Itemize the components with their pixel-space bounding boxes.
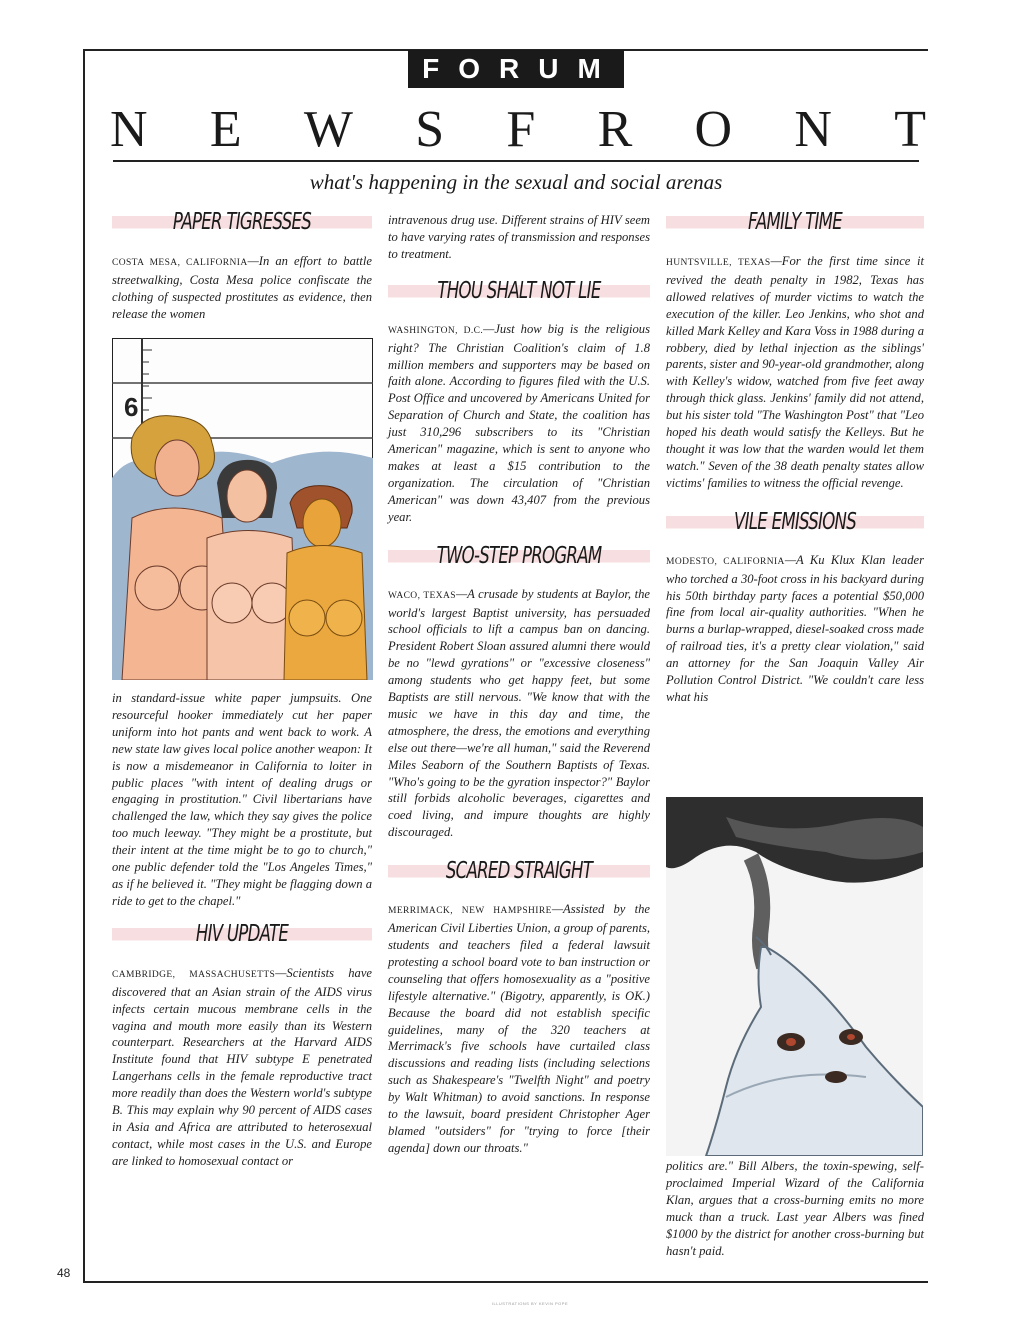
dateline: CAMBRIDGE, MASSACHUSETTS: [112, 969, 276, 980]
article-body: In an effort to battle streetwalking, Costa Mesa police confiscate the clothing of suspected prostitutes as evidence, then release the women: [112, 254, 372, 321]
headline-band: [666, 506, 924, 538]
headline: HIV UPDATE: [195, 920, 289, 947]
tagline: what's happening in the sexual and social arenas: [309, 170, 723, 194]
article-body: intravenous drug use. Different strains of HIV seem to have varying rates of transmission and responses to treatment.: [388, 213, 650, 261]
article-paper-tigresses: PAPER TIGRESSES COSTA MESA, CALIFORNIA—In an effort to battle streetwalking, Costa Mesa police confiscate the clothing of suspected prostitutes as evidence, then release the women: [112, 206, 372, 323]
article-body: Assisted by the American Civil Liberties Union, a group of parents, students and teachers filed a federal lawsuit protesting a school board vote to ban instruction or counseling that offers homosexuality as a "positive lifestyle alternative." (Bigotry, apparently, is OK.) Because the board did not establish specific guidelines, many of the 320 teachers at Merrimack's five schools have curtailed class discussions and reading lists (including selections such as Shakespeare's "Twelfth Night" and poetry by Walt Whitman) to avoid sanctions. In response to the lawsuit, board president Christopher Ager blamed "outsiders" for "trying to force [their agenda] down our throats.": [388, 902, 650, 1155]
title-letter: N: [794, 101, 832, 158]
lineup-illustration: [112, 338, 373, 680]
title-letter: T: [894, 101, 926, 158]
headline-band: [388, 275, 650, 307]
title-letter: N: [110, 101, 148, 158]
dateline: HUNTSVILLE, TEXAS: [666, 258, 771, 268]
article-body: A Ku Klux Klan leader who torched a 30-foot cross in his backyard during his 50th birthday party faces a potential $50,000 fine from local air-quality authorities. "When he burns a burlap-wrapped, diesel-soaked cross made of railroad ties, it's a pretty clear violation," said an attorney for the San Joaquin Valley Air Pollution Control District. "We couldn't care less what his: [666, 552, 924, 704]
article-body: Just how big is the religious right? The Christian Coalition's claim of 1.8 million members and supporters may be based on faith alone. According to figures filed with the U.S. Post Office and uncovered by Americans United for Separation of Church and State, the coalition has just 310,296 subscribers to its "Christian American" magazine, which is sent to anyone who makes at least a $15 contribution to the organization. The circulation of "Christian American" was down 43,407 from the previous year.: [388, 321, 650, 524]
illustration-credit: ILLUSTRATIONS BY KEVIN POPE: [491, 1301, 569, 1306]
headline-band: [112, 918, 372, 950]
column-3: FAMILY TIME HUNTSVILLE, TEXAS—For the first time since it revived the death penalty in 1982, Texas has allowed relatives of murder victims to watch the execution of the killer. Leo Jenkins, who shot and killed Mark Kelley and Kara Voss in 1988 during a robbery, died by lethal injection as the siblings' parents, sister and 90-year-old grandmother, along with Kelley's widow, watched from five feet away through thick glass. Jenkins' family did not attend, but his sister told "The Washington Post" that "Leo hoped his death would satisfy the Kelleys. But he thought it was low that the warden would let them watch." Seven of the 38 death penalty states allow victims' families to witness the official revenge. VILE EMISSIONS MODESTO, CALIFORNIA—A Ku Klux Klan leader who torched a 30-foot cross in his backyard during his 50th birthday party faces a potential $50,000 fine from local air-quality authorities. "When he burns a burlap-wrapped, diesel-soaked cross made of railroad ties, it's a pretty clear violation," said an attorney for the San Joaquin Valley Air Pollution Control District. "We couldn't care less what his: [666, 206, 924, 706]
title-rule: [113, 160, 919, 162]
dateline: MODESTO, CALIFORNIA: [666, 556, 785, 567]
article-body: For the first time since it revived the death penalty in 1982, Texas has allowed relatives of murder victims to watch the execution of the killer. Leo Jenkins, who shot and killed Mark Kelley and Kara Voss in 1988 during a robbery, died by lethal injection as the siblings' parents, sister and 90-year-old grandmother, along with Kelley's widow, watched from five feet away through thick glass. Jenkins' family did not attend, but his sister told "The Washington Post" that "Leo hoped his death would satisfy the Kelleys. But he thought it was low that the warden would let them watch." Seven of the 38 death penalty states allow victims' families to witness the official revenge.: [666, 254, 924, 490]
dateline: WACO, TEXAS: [388, 590, 456, 601]
dateline: MERRIMACK, NEW HAMPSHIRE: [388, 906, 552, 917]
newsfront-title: [110, 100, 926, 160]
dateline: WASHINGTON, D.C.: [388, 325, 484, 336]
headline-band: [388, 540, 650, 572]
article-body: Scientists have discovered that an Asian strain of the AIDS virus infects certain mucous membrane cells in the vagina and mouth more easily than its Western counterpart. Researchers at the Harvard AIDS Institute found that HIV subtype E penetrated Langerhans cells in the female reproductive tract more readily than does the Western world's subtype B. This may explain why 90 percent of AIDS cases in Asia and Africa are attributed to heterosexual contact, while most cases in the U.S. and Europe are linked to homosexual contact or: [112, 965, 373, 1168]
article-body: politics are." Bill Albers, the toxin-spewing, self-proclaimed Imperial Wizard of the California Klan, argues that a cross-burning emits no more muck than a truck. Last year Albers was fined $1000 by the district for another cross-burning but hasn't paid.: [666, 1159, 924, 1258]
column-2: intravenous drug use. Different strains of HIV seem to have varying rates of transmission and responses to treatment. THOU SHALT NOT LIE WASHINGTON, D.C.—Just how big is the religious right? The Christian Coalition's claim of 1.8 million members and supporters may be based on faith alone. According to figures filed with the U.S. Post Office and uncovered by Americans United for Separation of Church and State, the coalition has just 310,296 subscribers to its "Christian American" magazine, which is sent to anyone who makes at least a $15 contribution to the organization. The circulation of "Christian American" was down 43,407 from the previous year. TWO-STEP PROGRAM WACO, TEXAS—A crusade by students at Baylor, the world's largest Baptist university, has persuaded school officials to lift a campus ban on dancing. President Robert Sloan assured alumni there would be no "lewd gyrations" or "excessive closeness" among students who get happy feet, but some Baptists are still nervous. "We know that with the music we have in this day and time, the atmosphere, the dress, the emotions and everything else out there—we're all human," said the Reverend Miles Seaborn of the Southern Baptists of Texas. "Who's going to be the gyration inspector?" Baylor still forbids alcoholic beverages, cigarettes and coed living, and impure thoughts are highly discouraged. SCARED STRAIGHT MERRIMACK, NEW HAMPSHIRE—Assisted by the American Civil Liberties Union, a group of parents, students and teachers filed a federal lawsuit protesting a school board vote to ban instruction or counseling that offers homosexuality as a "positive lifestyle alternative." (Bigotry, apparently, is OK.) Because the board did not establish specific guidelines, many of the 320 teachers at Merrimack's five schools have curtailed class discussions and reading lists (including selections such as Shakespeare's "Twelfth Night" and poetry by Walt Whitman) to avoid sanctions. In response to the lawsuit, board president Christopher Ager blamed "outsiders" for "trying to force [their agenda] down our throats.": [388, 213, 650, 1155]
height-marker: 6: [124, 392, 139, 422]
forum-label: FORUM: [408, 50, 624, 88]
title-letter: E: [209, 101, 242, 158]
page-number: 48: [57, 1266, 71, 1280]
article-body: in standard-issue white paper jumpsuits. One resourceful hooker immediately cut her paper uniform into hot pants and went back to work. A new state law gives local police another weapon: It is now a misdemeanor in California to loiter in public places "with intent of dealing drugs or engaging in prostitution." Civil libertarians have challenged the law, which they say gives the police too much leeway. "They might be a prostitute, but their intent at the time might be to go to church," one public defender told the "Los Angeles Times," as if he believed it. "They might be flagging down a ride to get to the chapel.": [112, 691, 372, 908]
headline: VILE EMISSIONS: [734, 508, 856, 535]
headline: FAMILY TIME: [748, 209, 842, 235]
headline: THOU SHALT NOT LIE: [437, 277, 601, 304]
dateline: COSTA MESA, CALIFORNIA: [112, 258, 248, 268]
headline-band: [666, 206, 924, 238]
headline-band: [388, 855, 650, 887]
title-letter: F: [506, 101, 536, 158]
column-1-continued: in standard-issue white paper jumpsuits. One resourceful hooker immediately cut her paper uniform into hot pants and went back to work. A new state law gives local police another weapon: It is now a misdemeanor in California to loiter in public places "with intent of dealing drugs or engaging in prostitution." Civil libertarians have challenged the law, which they say gives the police too much leeway. "They might be a prostitute, but their intent at the time might be to go to church," one public defender told the "Los Angeles Times," as if he believed it. "They might be flagging down a ride to get to the chapel." HIV UPDATE CAMBRIDGE, MASSACHUSETTS—Scientists have discovered that an Asian strain of the AIDS virus infects certain mucous membrane cells in the vagina and mouth more easily than its Western counterpart. Researchers at the Harvard AIDS Institute found that HIV subtype E penetrated Langerhans cells in the female reproductive tract more readily than does the Western world's subtype B. This may explain why 90 percent of AIDS cases in Asia and Africa are attributed to heterosexual contact, while most cases in the U.S. and Europe are linked to homosexual contact or: [112, 691, 373, 1168]
title-letter: W: [303, 101, 353, 158]
headline: TWO-STEP PROGRAM: [436, 542, 602, 569]
article-body: A crusade by students at Baylor, the world's largest Baptist university, has persuaded school officials to lift a campus ban on dancing. President Robert Sloan assured alumni there would be no "lewd gyrations" or "excessive closeness" among students who get happy feet, but some Baptists are still nervous. "We know that with the music we have in this day and time, the atmosphere, the dress, the emotions and everything else out there—we're all human," said the Reverend Miles Seaborn of the Southern Baptists of Texas. "Who's going to be the gyration inspector?" Baylor still forbids alcoholic beverages, cigarettes and coed living, and impure thoughts are highly discouraged.: [388, 586, 650, 840]
title-letter: O: [694, 101, 733, 158]
title-letter: S: [415, 101, 445, 158]
headline-band: [112, 206, 372, 238]
klansman-illustration: [666, 797, 923, 1156]
column-3-continued: [666, 1158, 924, 1259]
title-letter: R: [597, 101, 633, 158]
headline: PAPER TIGRESSES: [172, 209, 312, 235]
headline: SCARED STRAIGHT: [445, 858, 593, 885]
